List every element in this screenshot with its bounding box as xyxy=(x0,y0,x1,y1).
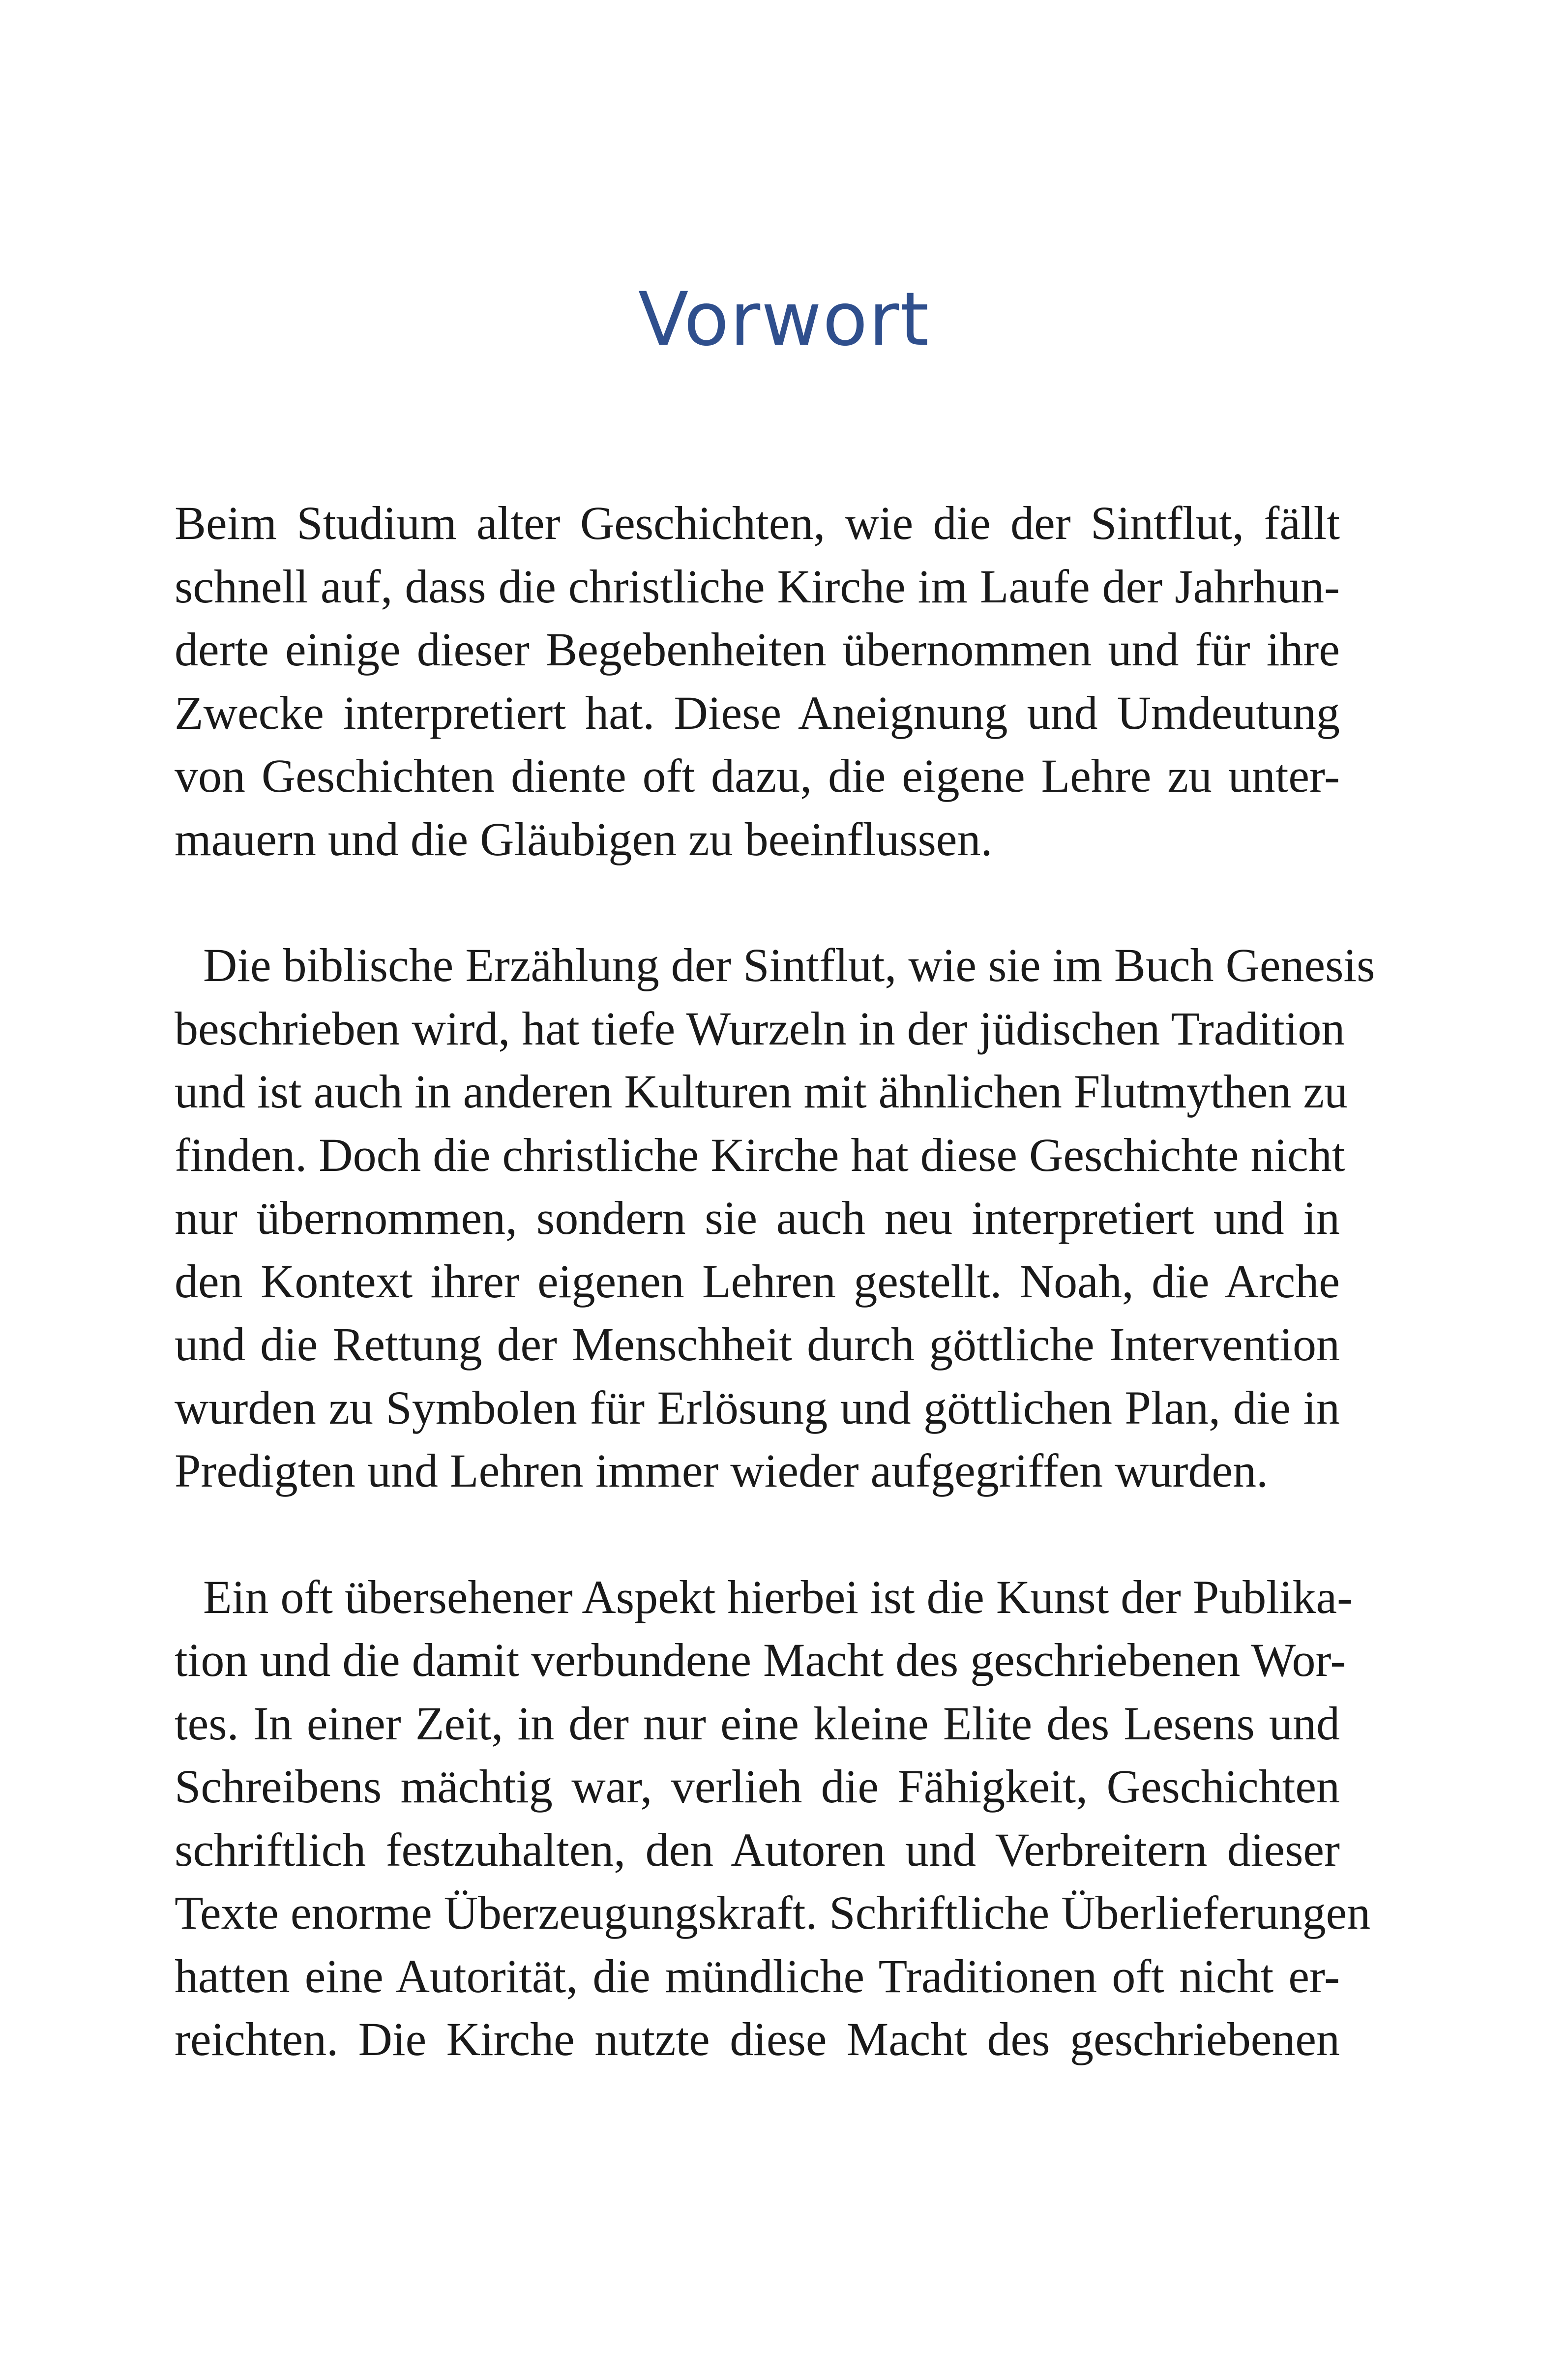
paragraph-1 xyxy=(175,492,1340,871)
text-line: Die biblische Erzählung der Sintflut, wie sie im Buch Genesis xyxy=(203,939,1375,991)
text-line: derte einige dieser Begebenheiten übernommen und für ihre xyxy=(175,623,1340,676)
text-line: Texte enorme Überzeugungskraft. Schriftliche Überlieferungen xyxy=(175,1886,1371,1939)
text-line: mauern und die Gläubigen zu beeinflussen. xyxy=(175,812,993,866)
paragraph-3 xyxy=(175,1566,1371,2071)
paragraph-2 xyxy=(175,934,1375,1503)
text-line: und ist auch in anderen Kulturen mit ähnlichen Flutmythen zu xyxy=(175,1065,1348,1118)
page-title: Vorwort xyxy=(638,277,930,362)
text-line: hatten eine Autorität, die mündliche Traditionen oft nicht er- xyxy=(175,1949,1340,2002)
text-line: Zwecke interpretiert hat. Diese Aneignung und Umdeutung xyxy=(175,686,1340,739)
text-line: schriftlich festzuhalten, den Autoren und Verbreitern dieser xyxy=(175,1823,1340,1876)
text-line: finden. Doch die christliche Kirche hat diese Geschichte nicht xyxy=(175,1128,1345,1181)
text-line: schnell auf, dass die christliche Kirche im Laufe der Jahrhun- xyxy=(175,560,1340,613)
text-line: tes. In einer Zeit, in der nur eine kleine Elite des Lesens und xyxy=(175,1697,1340,1750)
text-line: und die Rettung der Menschheit durch göttliche Intervention xyxy=(175,1318,1340,1371)
text-line: Predigten und Lehren immer wieder aufgegriffen wurden. xyxy=(175,1444,1269,1497)
text-line: beschrieben wird, hat tiefe Wurzeln in der jüdischen Tradition xyxy=(175,1002,1345,1055)
body-text xyxy=(175,492,1375,2071)
text-line: wurden zu Symbolen für Erlösung und göttlichen Plan, die in xyxy=(175,1381,1340,1434)
text-line: Ein oft übersehener Aspekt hierbei ist die Kunst der Publika- xyxy=(203,1570,1353,1623)
text-line: tion und die damit verbundene Macht des geschriebenen Wor- xyxy=(175,1634,1346,1686)
text-line: Schreibens mächtig war, verlieh die Fähigkeit, Geschichten xyxy=(175,1760,1340,1813)
text-line: reichten. Die Kirche nutzte diese Macht des geschriebenen xyxy=(175,2013,1340,2065)
text-line: den Kontext ihrer eigenen Lehren gestellt. Noah, die Arche xyxy=(175,1254,1340,1308)
text-line: nur übernommen, sondern sie auch neu interpretiert und in xyxy=(175,1192,1340,1244)
text-line: von Geschichten diente oft dazu, die eigene Lehre zu unter- xyxy=(175,749,1340,802)
text-line: Beim Studium alter Geschichten, wie die der Sintflut, fällt xyxy=(175,497,1340,549)
